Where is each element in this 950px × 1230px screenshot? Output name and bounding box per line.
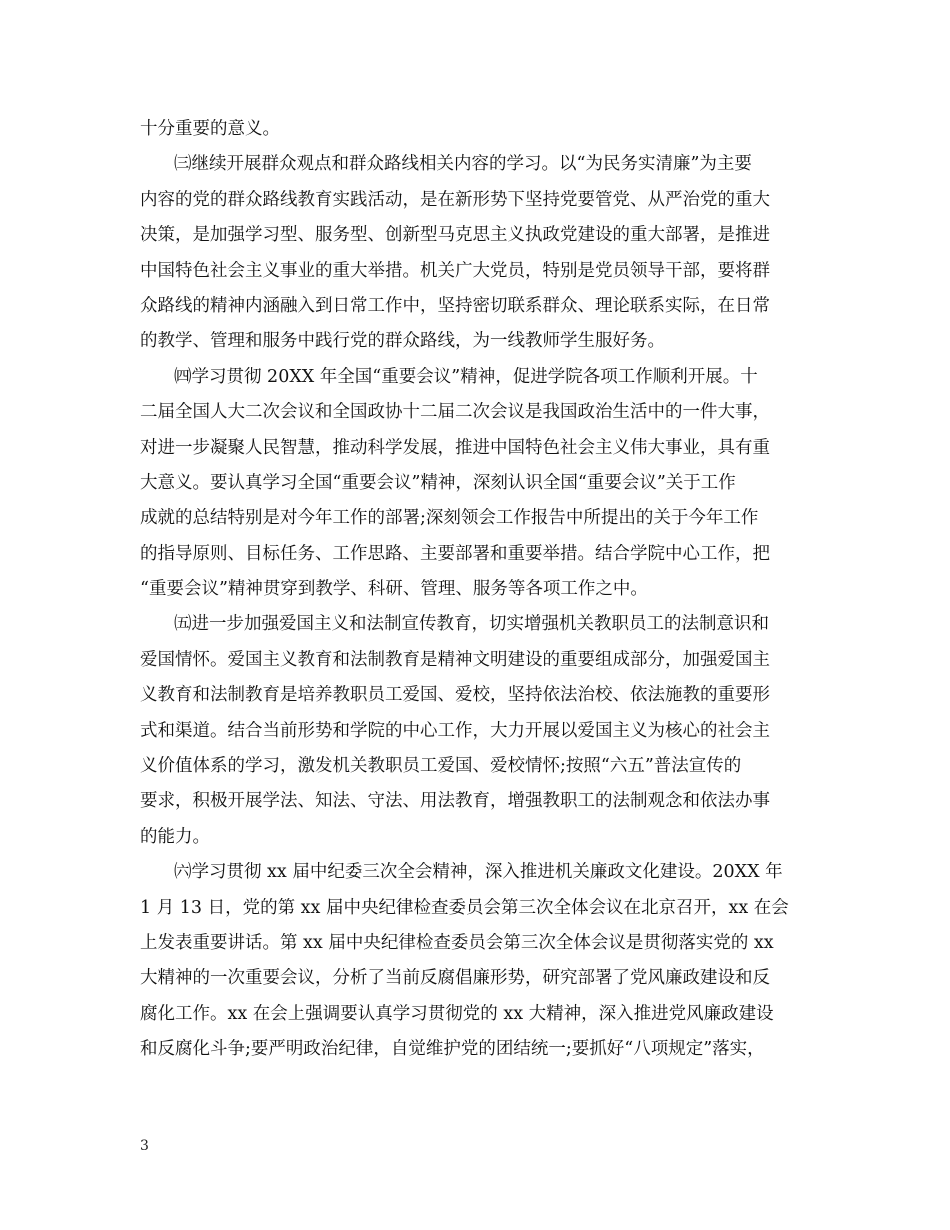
text-line: 的能力。 — [140, 826, 210, 847]
text-line-first: ㈤进一步加强爱国主义和法制宣传教育，切实增强机关教职员工的法制意识和 — [174, 614, 769, 635]
text-line: 十分重要的意义。 — [140, 119, 280, 139]
text-line: 爱国情怀。爱国主义教育和法制教育是精神文明建设的重要组成部分，加强爱国主 — [140, 649, 770, 670]
text-line: 1 月 13 日，党的第 xx 届中央纪律检查委员会第三次全体会议在北京召开，xx 在会 — [140, 897, 789, 918]
paragraph-continuation — [140, 112, 830, 147]
paragraph-6-discipline-inspection — [140, 855, 830, 1067]
text-line-first: ㈣学习贯彻 20XX 年全国“重要会议”精神，促进学院各项工作顺利开展。十 — [174, 366, 758, 387]
text-line: 内容的党的群众路线教育实践活动，是在新形势下坚持党要管党、从严治党的重大 — [140, 189, 770, 210]
page-number: 3 — [140, 1138, 149, 1154]
text-line: 的教学、管理和服务中践行党的群众路线，为一线教师学生服好务。 — [140, 331, 665, 352]
paragraph-3-mass-line — [140, 147, 830, 359]
paragraph-4-important-meeting — [140, 360, 830, 608]
text-line: 的指导原则、目标任务、工作思路、主要部署和重要举措。结合学院中心工作，把 — [140, 543, 770, 564]
text-line-first: ㈢继续开展群众观点和群众路线相关内容的学习。以“为民务实清廉”为主要 — [174, 154, 752, 175]
text-line: 义价值体系的学习，激发机关教职员工爱国、爱校情怀;按照“六五”普法宣传的 — [140, 756, 742, 777]
text-line: 中国特色社会主义事业的重大举措。机关广大党员，特别是党员领导干部，要将群 — [140, 260, 770, 281]
document-body — [140, 112, 830, 1068]
text-line: 成就的总结特别是对今年工作的部署;深刻领会工作报告中所提出的关于今年工作 — [140, 508, 759, 529]
text-line: 义教育和法制教育是培养教职员工爱国、爱校，坚持依法治校、依法施教的重要形 — [140, 685, 770, 706]
text-line-first: ㈥学习贯彻 xx 届中纪委三次全会精神，深入推进机关廉政文化建设。20XX 年 — [174, 862, 783, 883]
paragraph-5-patriotism-legal — [140, 607, 830, 855]
text-line: 腐化工作。xx 在会上强调要认真学习贯彻党的 xx 大精神，深入推进党风廉政建设 — [140, 1003, 774, 1024]
text-line: 大精神的一次重要会议，分析了当前反腐倡廉形势，研究部署了党风廉政建设和反 — [140, 968, 770, 989]
text-line: 式和渠道。结合当前形势和学院的中心工作，大力开展以爱国主义为核心的社会主 — [140, 720, 770, 741]
text-line: “重要会议”精神贯穿到教学、科研、管理、服务等各项工作之中。 — [140, 579, 648, 600]
text-line: 决策，是加强学习型、服务型、创新型马克思主义执政党建设的重大部署，是推进 — [140, 225, 770, 246]
text-line: 大意义。要认真学习全国“重要会议”精神，深刻认识全国“重要会议”关于工作 — [140, 472, 736, 493]
text-line: 对进一步凝聚人民智慧，推动科学发展，推进中国特色社会主义伟大事业，具有重 — [140, 437, 770, 458]
text-line: 和反腐化斗争;要严明政治纪律，自觉维护党的团结统一;要抓好“八项规定”落实， — [140, 1039, 765, 1060]
text-line: 要求，积极开展学法、知法、守法、用法教育，增强教职工的法制观念和依法办事 — [140, 791, 770, 812]
text-line: 二届全国人大二次会议和全国政协十二届二次会议是我国政治生活中的一件大事， — [140, 402, 770, 423]
text-line: 上发表重要讲话。第 xx 届中央纪律检查委员会第三次全体会议是贯彻落实党的 xx — [140, 932, 774, 953]
text-line: 众路线的精神内涵融入到日常工作中，坚持密切联系群众、理论联系实际，在日常 — [140, 295, 770, 316]
